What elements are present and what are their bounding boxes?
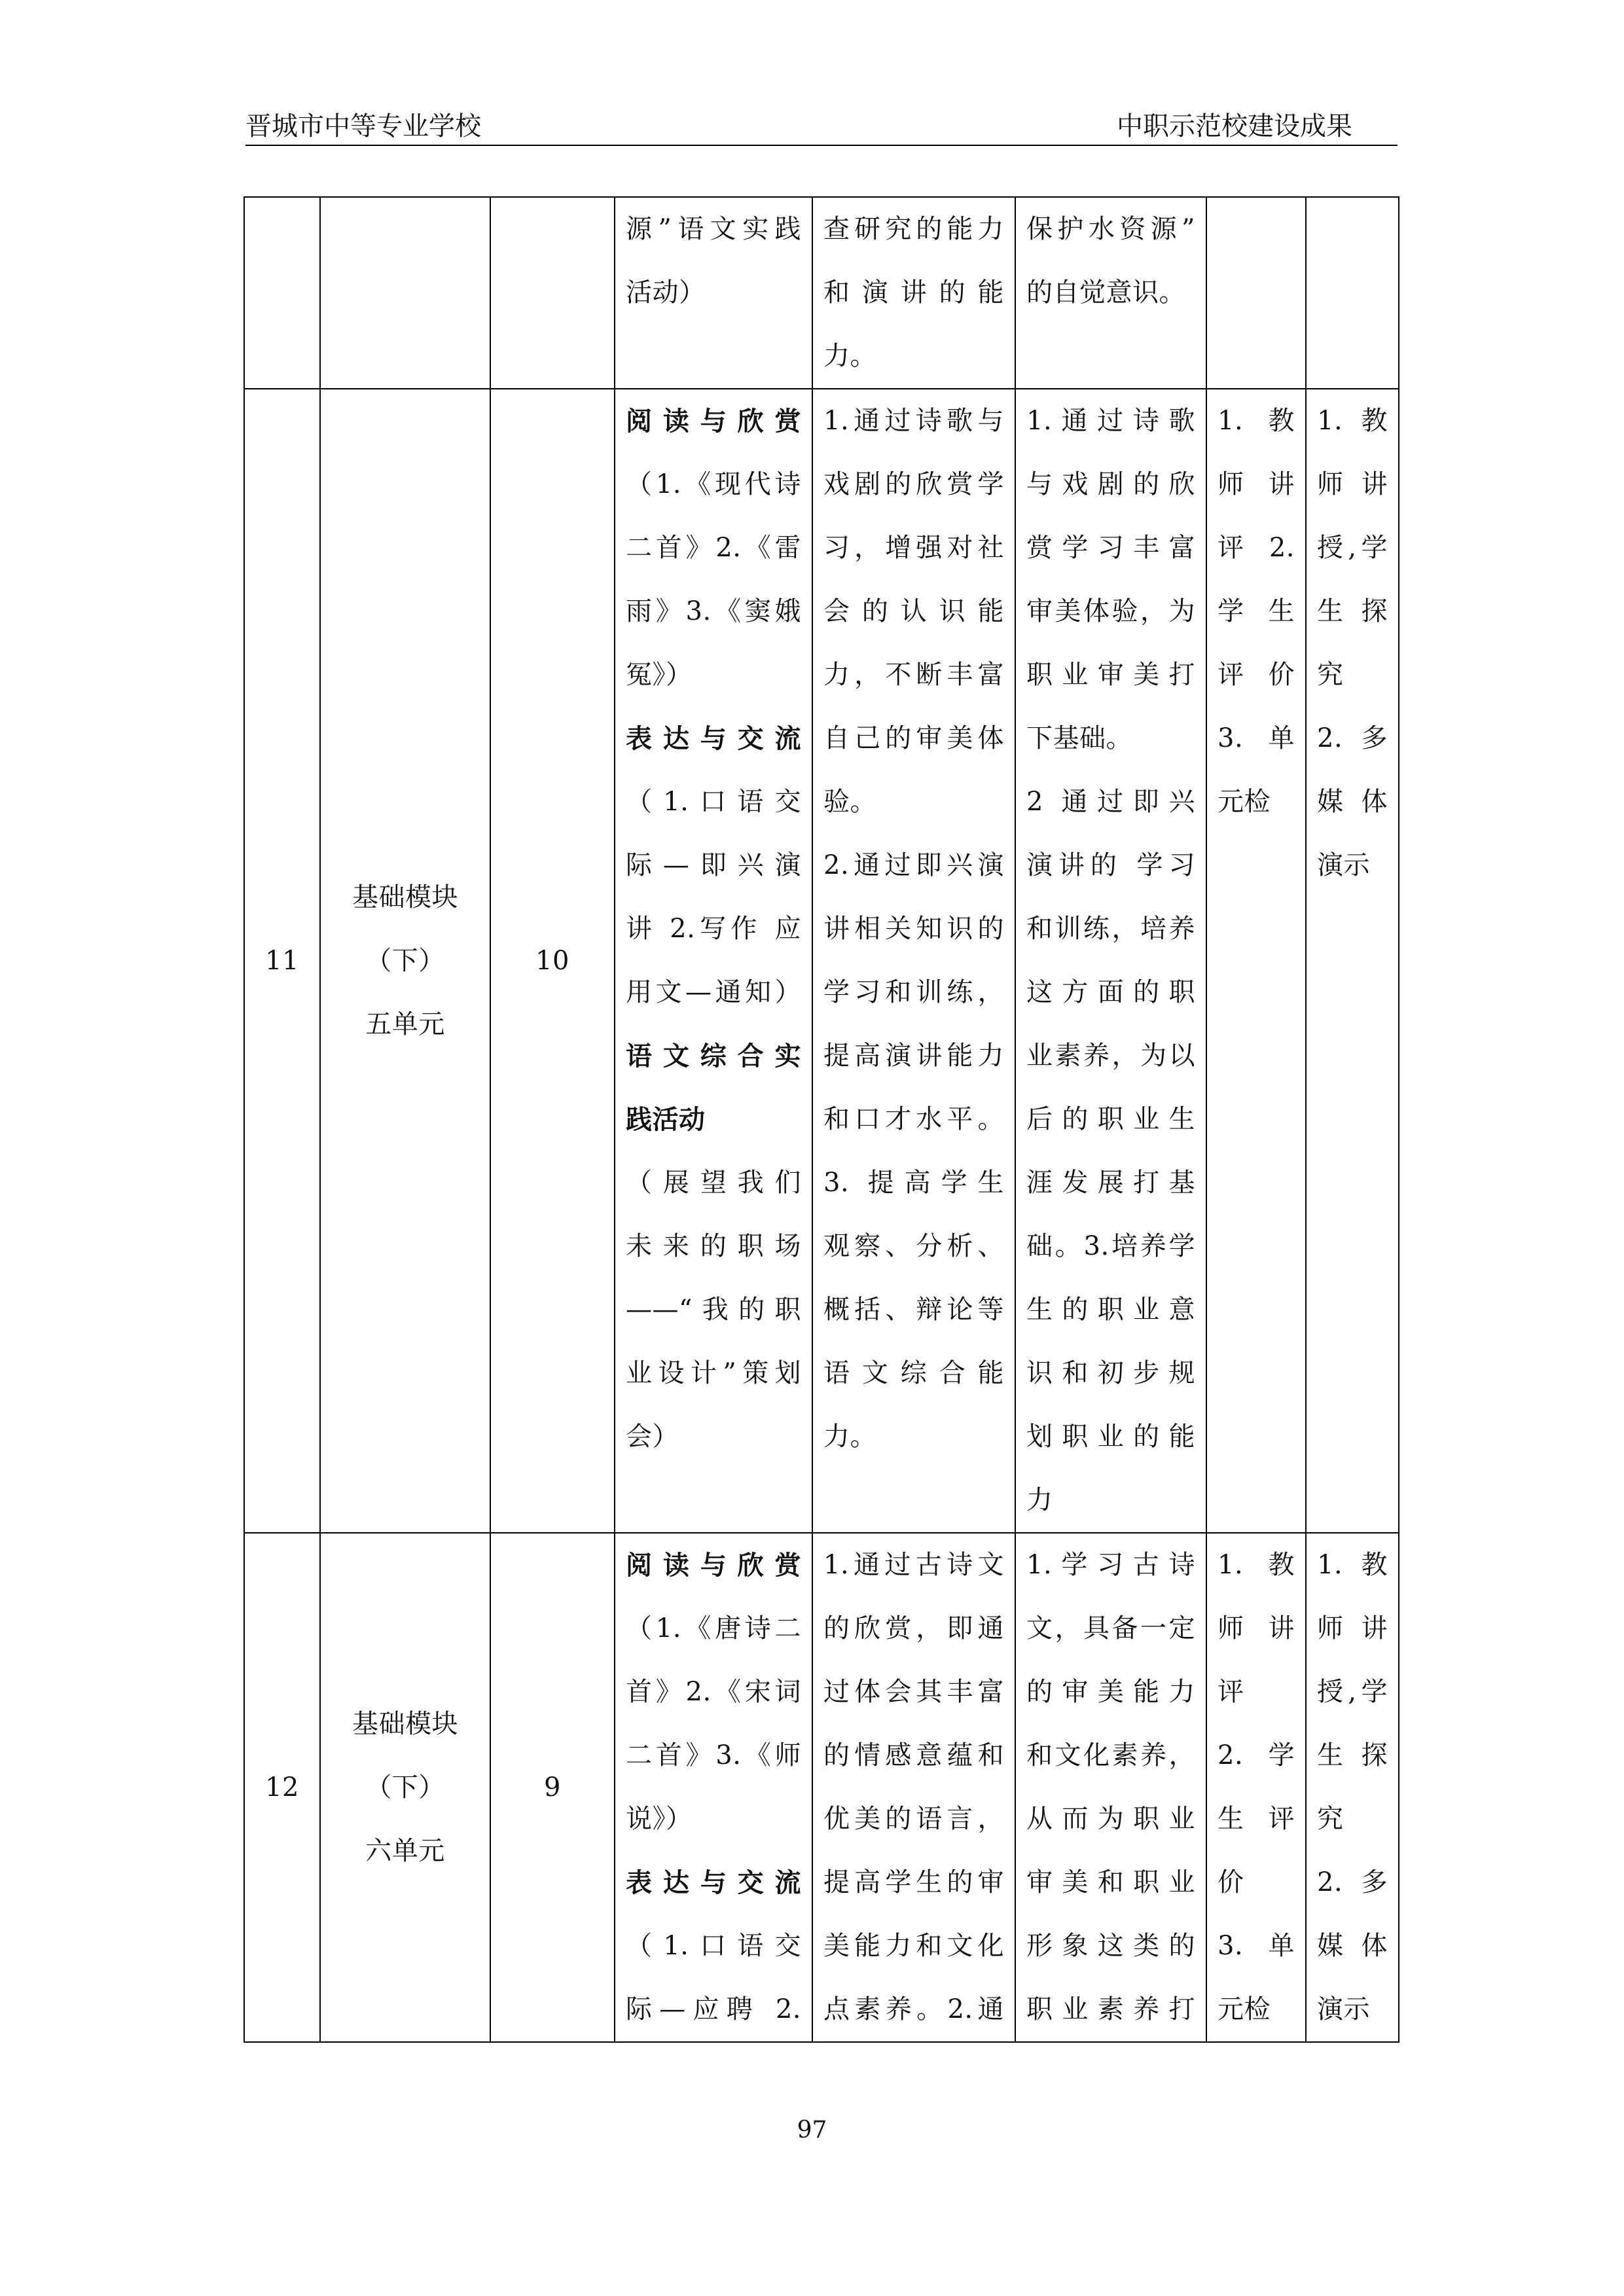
quality-line: 1.通过诗歌 (1026, 406, 1195, 436)
method-line: 生探 (1317, 596, 1388, 626)
row-number: 12 (265, 1772, 299, 1803)
quality-line: 生的职业意 (1026, 1295, 1195, 1325)
content-line: 活动） (626, 278, 706, 308)
ability-line: 3. 提高学生 (823, 1168, 1004, 1198)
content-cell (615, 1533, 812, 2042)
quality-cell (1015, 197, 1206, 389)
content-line: （1.口语交 (626, 787, 801, 817)
content-line: 业设计”策划 (626, 1358, 801, 1388)
ability-line: 讲相关知识的 (823, 914, 1004, 944)
ability-line: 美能力和文化 (823, 1931, 1004, 1961)
hours-cell (490, 389, 615, 1533)
content-line: 首》2.《宋词 (626, 1677, 801, 1707)
table-row (244, 1533, 1399, 2042)
module-line: 基础模块 (352, 1708, 458, 1739)
content-line: 冤》） (626, 660, 693, 690)
assessment-line: 元检 (1218, 787, 1271, 817)
row-number-cell (244, 197, 320, 389)
method-line: 师讲 (1317, 469, 1388, 499)
quality-line: 的审美能力 (1026, 1677, 1195, 1707)
quality-line: 职业审美打 (1026, 660, 1195, 690)
quality-cell (1015, 389, 1206, 1533)
ability-line: 1.通过古诗文 (823, 1550, 1004, 1580)
quality-cell (1015, 1533, 1206, 2042)
content-line: 阅读与欣赏 (626, 406, 801, 437)
quality-line: 从而为职业 (1026, 1804, 1195, 1834)
quality-line: 后的职业生 (1026, 1104, 1195, 1134)
ability-line: 力，不断丰富 (823, 660, 1004, 690)
quality-line: 演讲的 学习 (1026, 850, 1195, 880)
assessment-line: 生评 (1218, 1804, 1295, 1834)
content-line: ——“我的职 (626, 1295, 801, 1325)
ability-line: 力。 (823, 1422, 876, 1452)
quality-line: 下基础。 (1026, 723, 1132, 753)
quality-line: 业素养，为以 (1026, 1041, 1195, 1071)
content-line: 讲 2.写作 应 (626, 914, 801, 944)
ability-line: 观察、分析、 (823, 1231, 1004, 1261)
assessment-line: 3. 单 (1218, 1931, 1295, 1961)
module-line: （下） (365, 945, 445, 976)
assessment-line: 师讲 (1218, 1613, 1295, 1643)
hours-value: 10 (535, 945, 569, 976)
row-number-cell (244, 389, 320, 1533)
content-line: 际—即兴演 (626, 850, 801, 880)
assessment-line: 元检 (1218, 1994, 1271, 2024)
assessment-line: 评价 (1218, 660, 1295, 690)
content-line: 雨》3.《窦娥 (626, 596, 801, 626)
quality-line: 保护水资源” (1026, 214, 1195, 244)
ability-line: 自己的审美体 (823, 723, 1004, 753)
content-line: 会） (626, 1422, 679, 1452)
content-line: 际—应聘 2. (626, 1994, 801, 2024)
content-line: 未来的职场 (626, 1231, 801, 1261)
quality-line: 审美体验，为 (1026, 596, 1195, 626)
method-line: 演示 (1317, 850, 1370, 880)
module-line: 五单元 (365, 1009, 445, 1039)
content-line: 阅读与欣赏 (626, 1550, 801, 1581)
quality-line: 形象这类的 (1026, 1931, 1195, 1961)
ability-line: 提高演讲能力 (823, 1041, 1004, 1071)
ability-line: 力。 (823, 341, 876, 371)
quality-line: 和训练，培养 (1026, 914, 1195, 944)
content-line: 二首》3.《师 (626, 1740, 801, 1770)
content-cell (615, 389, 812, 1533)
ability-line: 1.通过诗歌与 (823, 406, 1004, 436)
module-line: 基础模块 (352, 882, 458, 912)
module-cell (320, 1533, 490, 2042)
table-body (244, 197, 1399, 2042)
method-line: 媒体 (1317, 1931, 1388, 1961)
quality-line: 础。3.培养学 (1026, 1231, 1195, 1261)
quality-line: 力 (1026, 1485, 1053, 1515)
quality-line: 文，具备一定 (1026, 1613, 1195, 1643)
ability-line: 语文综合能 (823, 1358, 1004, 1388)
ability-cell (812, 389, 1015, 1533)
method-line: 媒体 (1317, 787, 1388, 817)
method-line: 演示 (1317, 1994, 1370, 2024)
content-line: （1.口语交 (626, 1931, 801, 1961)
assessment-line: 3. 单 (1218, 723, 1295, 753)
quality-line: 这方面的职 (1026, 977, 1195, 1007)
header-school-name: 晋城市中等专业学校 (245, 111, 481, 141)
method-line: 生探 (1317, 1740, 1388, 1770)
content-line: 二首》2.《雷 (626, 533, 801, 563)
assessment-cell (1206, 1533, 1306, 2042)
module-line: （下） (365, 1772, 445, 1803)
assessment-cell (1206, 389, 1306, 1533)
content-line: 用文—通知） (626, 977, 801, 1007)
ability-line: 会的认识能 (823, 596, 1004, 626)
assessment-line: 师讲 (1218, 469, 1295, 499)
assessment-line: 评 (1218, 1677, 1244, 1707)
ability-line: 概括、辩论等 (823, 1295, 1004, 1325)
quality-line: 审美和职业 (1026, 1867, 1195, 1897)
ability-line: 优美的语言， (823, 1804, 1004, 1834)
quality-line: 2 通过即兴 (1026, 787, 1195, 817)
row-number: 11 (265, 945, 299, 976)
assessment-line: 价 (1218, 1867, 1244, 1897)
quality-line: 划职业的能 (1026, 1422, 1195, 1452)
header-section-title: 中职示范校建设成果 (1117, 111, 1352, 141)
method-line: 2. 多 (1317, 723, 1388, 753)
assessment-line: 学生 (1218, 596, 1295, 626)
content-cell (615, 197, 812, 389)
content-line: 说》） (626, 1804, 693, 1834)
method-line: 授,学 (1317, 533, 1388, 563)
ability-cell (812, 197, 1015, 389)
method-line: 1. 教 (1317, 406, 1388, 436)
method-line: 2. 多 (1317, 1867, 1388, 1897)
quality-line: 的自觉意识。 (1026, 278, 1185, 308)
ability-cell (812, 1533, 1015, 2042)
ability-line: 点素养。2.通 (823, 1994, 1004, 2024)
content-line: 语文综合实 (626, 1041, 801, 1071)
table-row (244, 389, 1399, 1533)
ability-line: 和口才水平。 (823, 1104, 1004, 1134)
ability-line: 过体会其丰富 (823, 1677, 1004, 1707)
page-number: 97 (797, 2117, 827, 2144)
ability-line: 2.通过即兴演 (823, 850, 1004, 880)
hours-value: 9 (544, 1772, 561, 1803)
ability-line: 的欣赏，即通 (823, 1613, 1004, 1643)
module-line: 六单元 (365, 1835, 445, 1866)
content-line: 践活动 (626, 1104, 706, 1135)
assessment-line: 2. 学 (1218, 1740, 1295, 1770)
content-line: （展望我们 (626, 1168, 801, 1198)
ability-line: 验。 (823, 787, 876, 817)
quality-line: 识和初步规 (1026, 1358, 1195, 1388)
method-line: 师讲 (1317, 1613, 1388, 1643)
ability-line: 提高学生的审 (823, 1867, 1004, 1897)
quality-line: 和文化素养， (1026, 1740, 1195, 1770)
hours-cell (490, 1533, 615, 2042)
content-line: （1.《唐诗二 (626, 1613, 801, 1643)
table-row (244, 197, 1399, 389)
ability-line: 戏剧的欣赏学 (823, 469, 1004, 499)
method-line: 究 (1317, 660, 1344, 690)
quality-line: 涯发展打基 (1026, 1168, 1195, 1198)
module-cell (320, 197, 490, 389)
curriculum-table (244, 196, 1399, 2043)
ability-line: 的情感意蕴和 (823, 1740, 1004, 1770)
method-line: 授,学 (1317, 1677, 1388, 1707)
header-rule (245, 145, 1398, 146)
content-line: 表达与交流 (626, 1867, 801, 1898)
method-cell (1306, 389, 1399, 1533)
ability-line: 习，增强对社 (823, 533, 1004, 563)
quality-line: 1.学习古诗 (1026, 1550, 1195, 1580)
ability-line: 查研究的能力 (823, 214, 1004, 244)
hours-cell (490, 197, 615, 389)
method-line: 究 (1317, 1804, 1344, 1834)
assessment-line: 1. 教 (1218, 406, 1295, 436)
method-cell (1306, 197, 1399, 389)
row-number-cell (244, 1533, 320, 2042)
quality-line: 与戏剧的欣 (1026, 469, 1195, 499)
assessment-line: 评 2. (1218, 533, 1295, 563)
content-line: （1.《现代诗 (626, 469, 801, 499)
module-cell (320, 389, 490, 1533)
method-cell (1306, 1533, 1399, 2042)
assessment-cell (1206, 197, 1306, 389)
ability-line: 和演讲的能 (823, 278, 1004, 308)
content-line: 源”语文实践 (626, 214, 801, 244)
assessment-line: 1. 教 (1218, 1550, 1295, 1580)
ability-line: 学习和训练， (823, 977, 1004, 1007)
method-line: 1. 教 (1317, 1550, 1388, 1580)
quality-line: 赏学习丰富 (1026, 533, 1195, 563)
quality-line: 职业素养打 (1026, 1994, 1195, 2024)
content-line: 表达与交流 (626, 723, 801, 754)
